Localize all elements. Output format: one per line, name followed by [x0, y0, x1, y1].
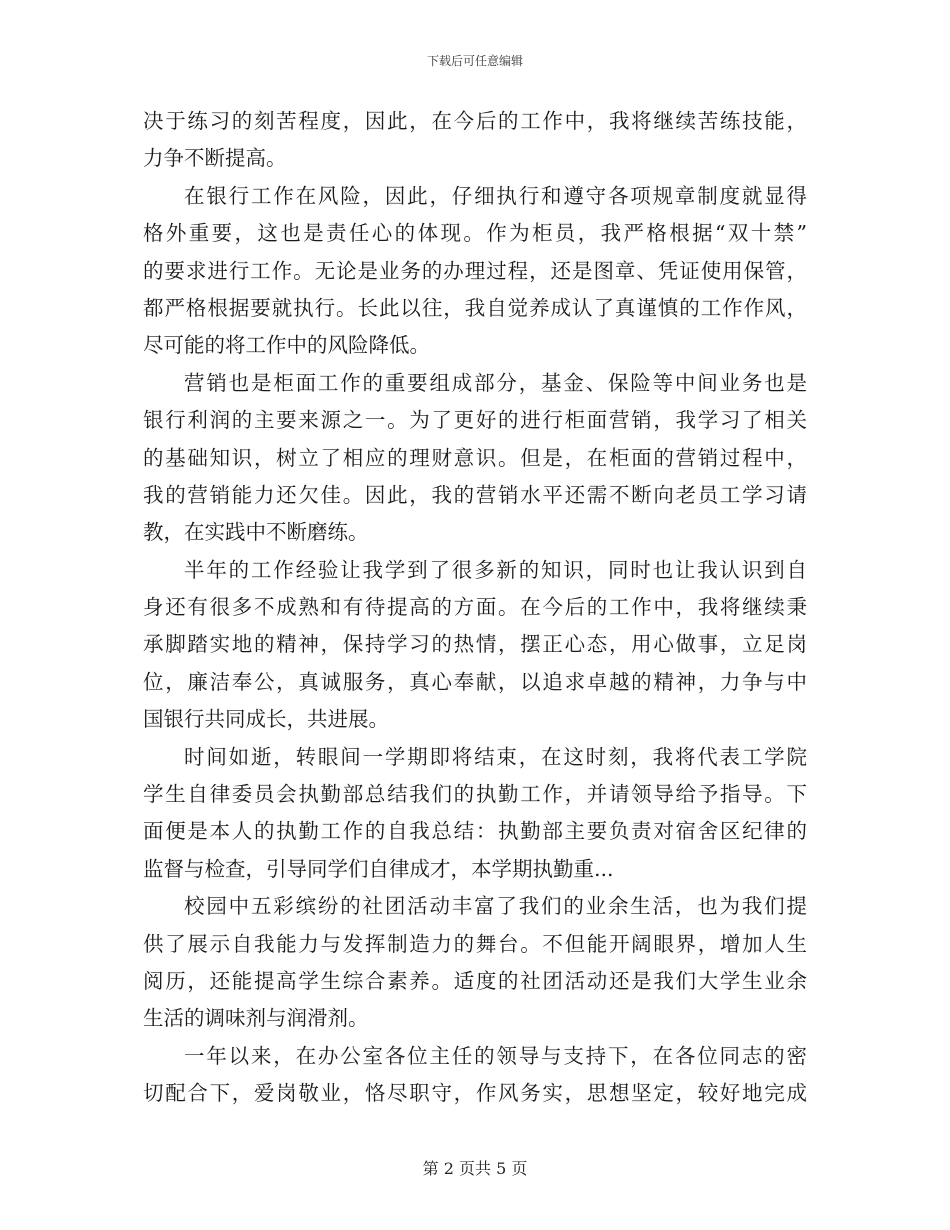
page-number-footer: 第 2 页共 5 页 [422, 1159, 528, 1178]
text-line: 教，在实践中不断磨练。 [143, 520, 369, 545]
text-line: 监督与检查，引导同学们自律成才，本学期执勤重... [143, 856, 614, 881]
text-line: 学生自律委员会执勤部总结我们的执勤工作，并请领导给予指导。下 [143, 782, 807, 807]
text-line: 格外重要，这也是责任心的体现。作为柜员，我严格根据“双十禁” [143, 221, 807, 246]
text-line: 供了展示自我能力与发挥制造力的舞台。不但能开阔眼界，增加人生 [143, 931, 807, 956]
text-line: 银行利润的主要来源之一。为了更好的进行柜面营销，我学习了相关 [143, 408, 807, 433]
paragraph-first-line: 半年的工作经验让我学到了很多新的知识，同时也让我认识到自 [184, 557, 807, 582]
text-line: 面便是本人的执勤工作的自我总结：执勤部主要负责对宿舍区纪律的 [143, 819, 807, 844]
text-line: 尽可能的将工作中的风险降低。 [143, 333, 430, 358]
paragraph-first-line: 在银行工作在风险，因此，仔细执行和遵守各项规章制度就显得 [184, 183, 807, 208]
text-line: 阅历，还能提高学生综合素养。适度的社团活动还是我们大学生业余 [143, 968, 807, 993]
text-line: 国银行共同成长，共进展。 [143, 707, 389, 732]
text-line: 我的营销能力还欠佳。因此，我的营销水平还需不断向老员工学习请 [143, 482, 807, 507]
text-line: 的基础知识，树立了相应的理财意识。但是，在柜面的营销过程中， [143, 445, 807, 470]
paragraph-first-line: 时间如逝，转眼间一学期即将结束，在这时刻，我将代表工学院 [184, 744, 807, 769]
paragraph-first-line: 一年以来，在办公室各位主任的领导与支持下，在各位同志的密 [184, 1043, 807, 1068]
text-line: 生活的调味剂与润滑剂。 [143, 1006, 369, 1031]
text-line: 的要求进行工作。无论是业务的办理过程，还是图章、凭证使用保管， [143, 258, 807, 283]
text-line: 承脚踏实地的精神，保持学习的热情，摆正心态，用心做事，立足岗 [143, 632, 807, 657]
paragraph-first-line: 营销也是柜面工作的重要组成部分，基金、保险等中间业务也是 [184, 370, 807, 395]
text-line: 力争不断提高。 [143, 146, 287, 171]
text-line: 决于练习的刻苦程度，因此，在今后的工作中，我将继续苦练技能， [143, 109, 807, 133]
text-line: 身还有很多不成熟和有待提高的方面。在今后的工作中，我将继续秉 [143, 595, 807, 620]
document-body [143, 103, 807, 1113]
text-line: 切配合下，爱岗敬业，恪尽职守，作风务实，思想坚定，较好地完成 [143, 1081, 807, 1106]
text-line: 位，廉洁奉公，真诚服务，真心奉献，以追求卓越的精神，力争与中 [143, 669, 807, 694]
text-line: 都严格根据要就执行。长此以往，我自觉养成认了真谨慎的工作作风， [143, 295, 807, 320]
paragraph-first-line: 校园中五彩缤纷的社团活动丰富了我们的业余生活，也为我们提 [184, 894, 807, 919]
page-header: 下载后可任意编辑 [426, 54, 523, 68]
